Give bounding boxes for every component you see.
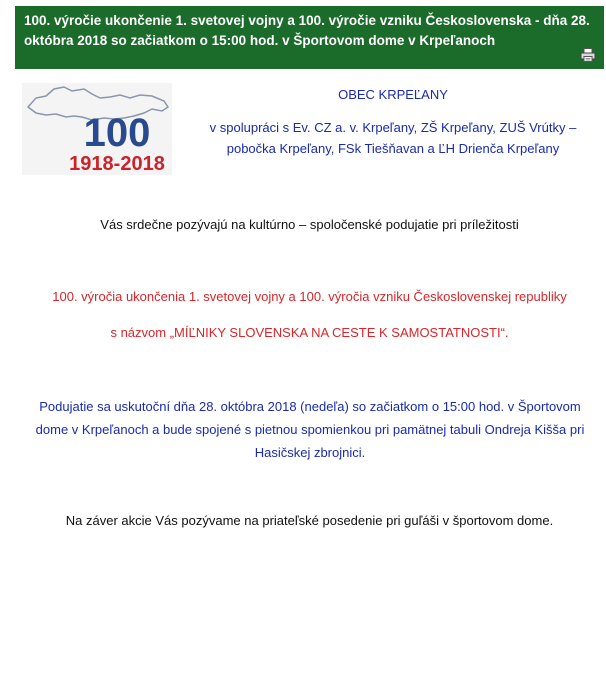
article-title: 100. výročie ukončenie 1. svetovej vojny a 100. výročie vzniku Československa - dňa 28. októbra 2018 so začiatkom o 15:00 hod. v Športovom dome v Krpeľanoch: [24, 13, 590, 48]
event-title: s názvom „MÍĽNIKY SLOVENSKA NA CESTE K SAMOSTATNOSTI“.: [110, 325, 509, 340]
anniversary-text: 100. výročia ukončenia 1. svetovej vojny a 100. výročia vzniku Československej republiky: [52, 289, 567, 304]
partners-text: v spolupráci s Ev. CZ a. v. Krpeľany, ZŠ Krpeľany, ZUŠ Vrútky – pobočka Krpeľany, FSk Tiešňavan a ĽH Drienča Krpeľany: [209, 120, 577, 156]
logo-number: 100: [83, 111, 151, 155]
invitation-text: Vás srdečne pozývajú na kultúrno – spoločenské podujatie pri príležitosti: [100, 217, 519, 232]
czechoslovakia-map-logo: [22, 83, 172, 175]
centenary-logo: [22, 83, 172, 175]
closing-text: Na záver akcie Vás pozývame na priateľské posedenie pri guľáši v športovom dome.: [65, 513, 554, 528]
printer-icon[interactable]: [580, 47, 596, 63]
event-details: Podujatie sa uskutoční dňa 28. októbra 2018 (nedeľa) so začiatkom o 15:00 hod. v Športovom dome v Krpeľanoch a bude spojené s pietnou spomienkou pri pamätnej tabuli Ondreja Kišša pri Hasičskej zbrojnici.: [35, 399, 585, 460]
organizer-block: [188, 85, 598, 159]
logo-years: 1918-2018: [69, 153, 165, 175]
organizer-name: OBEC KRPEĽANY: [338, 87, 448, 102]
article-header: [15, 6, 604, 69]
